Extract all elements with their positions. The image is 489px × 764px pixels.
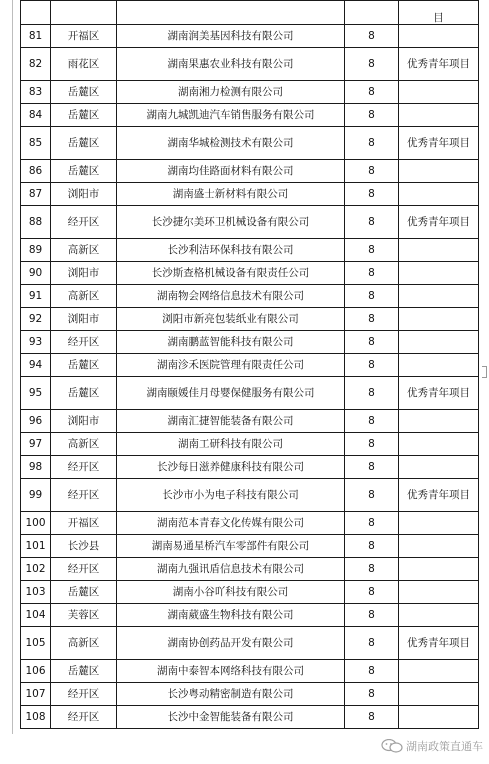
award-list-table (20, 0, 479, 729)
table-row (21, 354, 479, 377)
cell-no: 103 (21, 581, 51, 604)
cell-note (399, 433, 479, 456)
table-row (21, 331, 479, 354)
table-row (21, 627, 479, 660)
cell-company: 湖南中泰智本网络科技有限公司 (117, 660, 345, 683)
table-row (21, 433, 479, 456)
cell-company: 湖南沴禾医院管理有限责任公司 (117, 354, 345, 377)
table-row (21, 581, 479, 604)
cell-district: 经开区 (51, 558, 117, 581)
cell-note (399, 25, 479, 48)
table-row (21, 456, 479, 479)
cell-district: 岳麓区 (51, 104, 117, 127)
table-row (21, 81, 479, 104)
cell-score: 8 (345, 285, 399, 308)
cell-district: 经开区 (51, 456, 117, 479)
cell-district: 岳麓区 (51, 160, 117, 183)
cell-no: 105 (21, 627, 51, 660)
cell-no: 99 (21, 479, 51, 512)
cell-company: 湖南小谷吖科技有限公司 (117, 581, 345, 604)
cell-no: 91 (21, 285, 51, 308)
cell-note (399, 535, 479, 558)
cell-company: 湖南葳盛生物科技有限公司 (117, 604, 345, 627)
cell-district: 浏阳市 (51, 308, 117, 331)
cell-district: 长沙县 (51, 535, 117, 558)
table-row (21, 512, 479, 535)
cell-district: 岳麓区 (51, 127, 117, 160)
table-row (21, 410, 479, 433)
cell-no: 108 (21, 706, 51, 729)
table-row (21, 183, 479, 206)
cell-note (399, 285, 479, 308)
cell-note (399, 683, 479, 706)
cell-score: 8 (345, 706, 399, 729)
cell-note (399, 104, 479, 127)
watermark (381, 738, 483, 754)
table-row (21, 706, 479, 729)
cell-note (399, 160, 479, 183)
table-row (21, 604, 479, 627)
table-row (21, 48, 479, 81)
cell-district: 经开区 (51, 331, 117, 354)
table-row (21, 683, 479, 706)
cell-note (399, 354, 479, 377)
cell-no: 106 (21, 660, 51, 683)
cell-no: 95 (21, 377, 51, 410)
cell-score: 8 (345, 308, 399, 331)
table-row (21, 262, 479, 285)
cell-company: 浏阳市新亮包装纸业有限公司 (117, 308, 345, 331)
table-row (21, 285, 479, 308)
cell-company: 湖南协创药品开发有限公司 (117, 627, 345, 660)
cell-no: 102 (21, 558, 51, 581)
cell-district: 芙蓉区 (51, 604, 117, 627)
cell-note: 优秀青年项目 (399, 627, 479, 660)
cell-note: 优秀青年项目 (399, 479, 479, 512)
cell-score: 8 (345, 377, 399, 410)
cell-score: 8 (345, 433, 399, 456)
cell-note (399, 512, 479, 535)
cell-district: 经开区 (51, 479, 117, 512)
cell-score: 8 (345, 81, 399, 104)
cell-district: 岳麓区 (51, 81, 117, 104)
cell-no: 82 (21, 48, 51, 81)
table-row (21, 104, 479, 127)
cell-no: 96 (21, 410, 51, 433)
cell-note (399, 558, 479, 581)
cell-score: 8 (345, 354, 399, 377)
cell-company: 湖南易通星桥汽车零部件有限公司 (117, 535, 345, 558)
table-row (21, 25, 479, 48)
cell-no: 94 (21, 354, 51, 377)
cell-note: 优秀青年项目 (399, 48, 479, 81)
cell-score: 8 (345, 479, 399, 512)
cell-note (399, 262, 479, 285)
cell-note (399, 81, 479, 104)
cell-company: 长沙市小为电子科技有限公司 (117, 479, 345, 512)
table-row (21, 206, 479, 239)
cell-company: 湖南范本青春文化传媒有限公司 (117, 512, 345, 535)
cell-note: 优秀青年项目 (399, 127, 479, 160)
cell-district: 高新区 (51, 239, 117, 262)
cell-score: 8 (345, 206, 399, 239)
table-row (21, 660, 479, 683)
cell-no: 92 (21, 308, 51, 331)
cell-note (399, 410, 479, 433)
cell-note (399, 706, 479, 729)
wechat-icon (381, 739, 403, 753)
cell-score: 8 (345, 660, 399, 683)
cell-district: 经开区 (51, 206, 117, 239)
cell-company: 湖南润美基因科技有限公司 (117, 25, 345, 48)
cell-district: 岳麓区 (51, 660, 117, 683)
cell-company: 湖南工研科技有限公司 (117, 433, 345, 456)
table-row (21, 239, 479, 262)
cell-no: 107 (21, 683, 51, 706)
cell-district: 岳麓区 (51, 581, 117, 604)
cell-score: 8 (345, 160, 399, 183)
page-scroll-marker (482, 366, 487, 378)
cell-district: 开福区 (51, 25, 117, 48)
cell-score: 8 (345, 558, 399, 581)
cell-note (399, 331, 479, 354)
cell-district: 浏阳市 (51, 262, 117, 285)
cell-score: 8 (345, 127, 399, 160)
cell-note (399, 183, 479, 206)
table-row (21, 479, 479, 512)
cell-score: 8 (345, 581, 399, 604)
watermark-text: 湖南政策直通车 (406, 740, 483, 753)
table-row (21, 535, 479, 558)
cell-company: 湖南湘力检测有限公司 (117, 81, 345, 104)
cell-company: 长沙斯查格机械设备有限责任公司 (117, 262, 345, 285)
cell-score: 8 (345, 604, 399, 627)
cell-company: 长沙每日滋养健康科技有限公司 (117, 456, 345, 479)
cell-note: 目 (399, 1, 479, 25)
cell-district: 浏阳市 (51, 183, 117, 206)
cell-district: 高新区 (51, 433, 117, 456)
cell-score: 8 (345, 25, 399, 48)
cell-no: 97 (21, 433, 51, 456)
cell-no: 100 (21, 512, 51, 535)
cell-no: 88 (21, 206, 51, 239)
cell-company: 湖南鹏蓝智能科技有限公司 (117, 331, 345, 354)
cell-no: 93 (21, 331, 51, 354)
cell-company (117, 1, 345, 25)
cell-score: 8 (345, 239, 399, 262)
cell-note (399, 239, 479, 262)
cell-company: 湖南颐媛佳月母婴保健服务有限公司 (117, 377, 345, 410)
cell-note (399, 308, 479, 331)
cell-score: 8 (345, 456, 399, 479)
cell-company: 长沙中金智能装备有限公司 (117, 706, 345, 729)
cell-no: 104 (21, 604, 51, 627)
cell-company: 湖南均佳路面材料有限公司 (117, 160, 345, 183)
table-row-continued (21, 1, 479, 25)
cell-no (21, 1, 51, 25)
cell-district: 高新区 (51, 627, 117, 660)
cell-company: 湖南九强讯盾信息技术有限公司 (117, 558, 345, 581)
cell-company: 长沙粤动精密制造有限公司 (117, 683, 345, 706)
cell-note: 优秀青年项目 (399, 206, 479, 239)
cell-note (399, 604, 479, 627)
cell-district: 雨花区 (51, 48, 117, 81)
cell-no: 90 (21, 262, 51, 285)
cell-district: 高新区 (51, 285, 117, 308)
cell-no: 86 (21, 160, 51, 183)
cell-company: 长沙捷尔美环卫机械设备有限公司 (117, 206, 345, 239)
cell-company: 长沙利洁环保科技有限公司 (117, 239, 345, 262)
cell-company: 湖南盛士新材料有限公司 (117, 183, 345, 206)
cell-score: 8 (345, 683, 399, 706)
cell-score: 8 (345, 104, 399, 127)
cell-score: 8 (345, 627, 399, 660)
cell-district: 岳麓区 (51, 354, 117, 377)
cell-company: 湖南果惠农业科技有限公司 (117, 48, 345, 81)
cell-district: 经开区 (51, 683, 117, 706)
cell-no: 84 (21, 104, 51, 127)
cell-score: 8 (345, 262, 399, 285)
cell-score: 8 (345, 410, 399, 433)
table-row (21, 160, 479, 183)
table-row (21, 308, 479, 331)
cell-no: 101 (21, 535, 51, 558)
cell-no: 87 (21, 183, 51, 206)
cell-note: 优秀青年项目 (399, 377, 479, 410)
cell-no: 85 (21, 127, 51, 160)
cell-score: 8 (345, 183, 399, 206)
cell-company: 湖南华城检测技术有限公司 (117, 127, 345, 160)
page-margin-line (12, 0, 13, 734)
cell-district (51, 1, 117, 25)
table-row (21, 377, 479, 410)
cell-note (399, 456, 479, 479)
cell-no: 81 (21, 25, 51, 48)
cell-score: 8 (345, 535, 399, 558)
cell-score: 8 (345, 331, 399, 354)
table-row (21, 558, 479, 581)
cell-district: 开福区 (51, 512, 117, 535)
cell-company: 湖南物会网络信息技术有限公司 (117, 285, 345, 308)
table-row (21, 127, 479, 160)
cell-no: 98 (21, 456, 51, 479)
cell-note (399, 581, 479, 604)
cell-score (345, 1, 399, 25)
cell-district: 经开区 (51, 706, 117, 729)
cell-note (399, 660, 479, 683)
cell-score: 8 (345, 48, 399, 81)
cell-no: 89 (21, 239, 51, 262)
cell-score: 8 (345, 512, 399, 535)
cell-district: 岳麓区 (51, 377, 117, 410)
cell-no: 83 (21, 81, 51, 104)
cell-district: 浏阳市 (51, 410, 117, 433)
cell-company: 湖南九城凯迪汽车销售服务有限公司 (117, 104, 345, 127)
cell-company: 湖南汇捷智能装备有限公司 (117, 410, 345, 433)
